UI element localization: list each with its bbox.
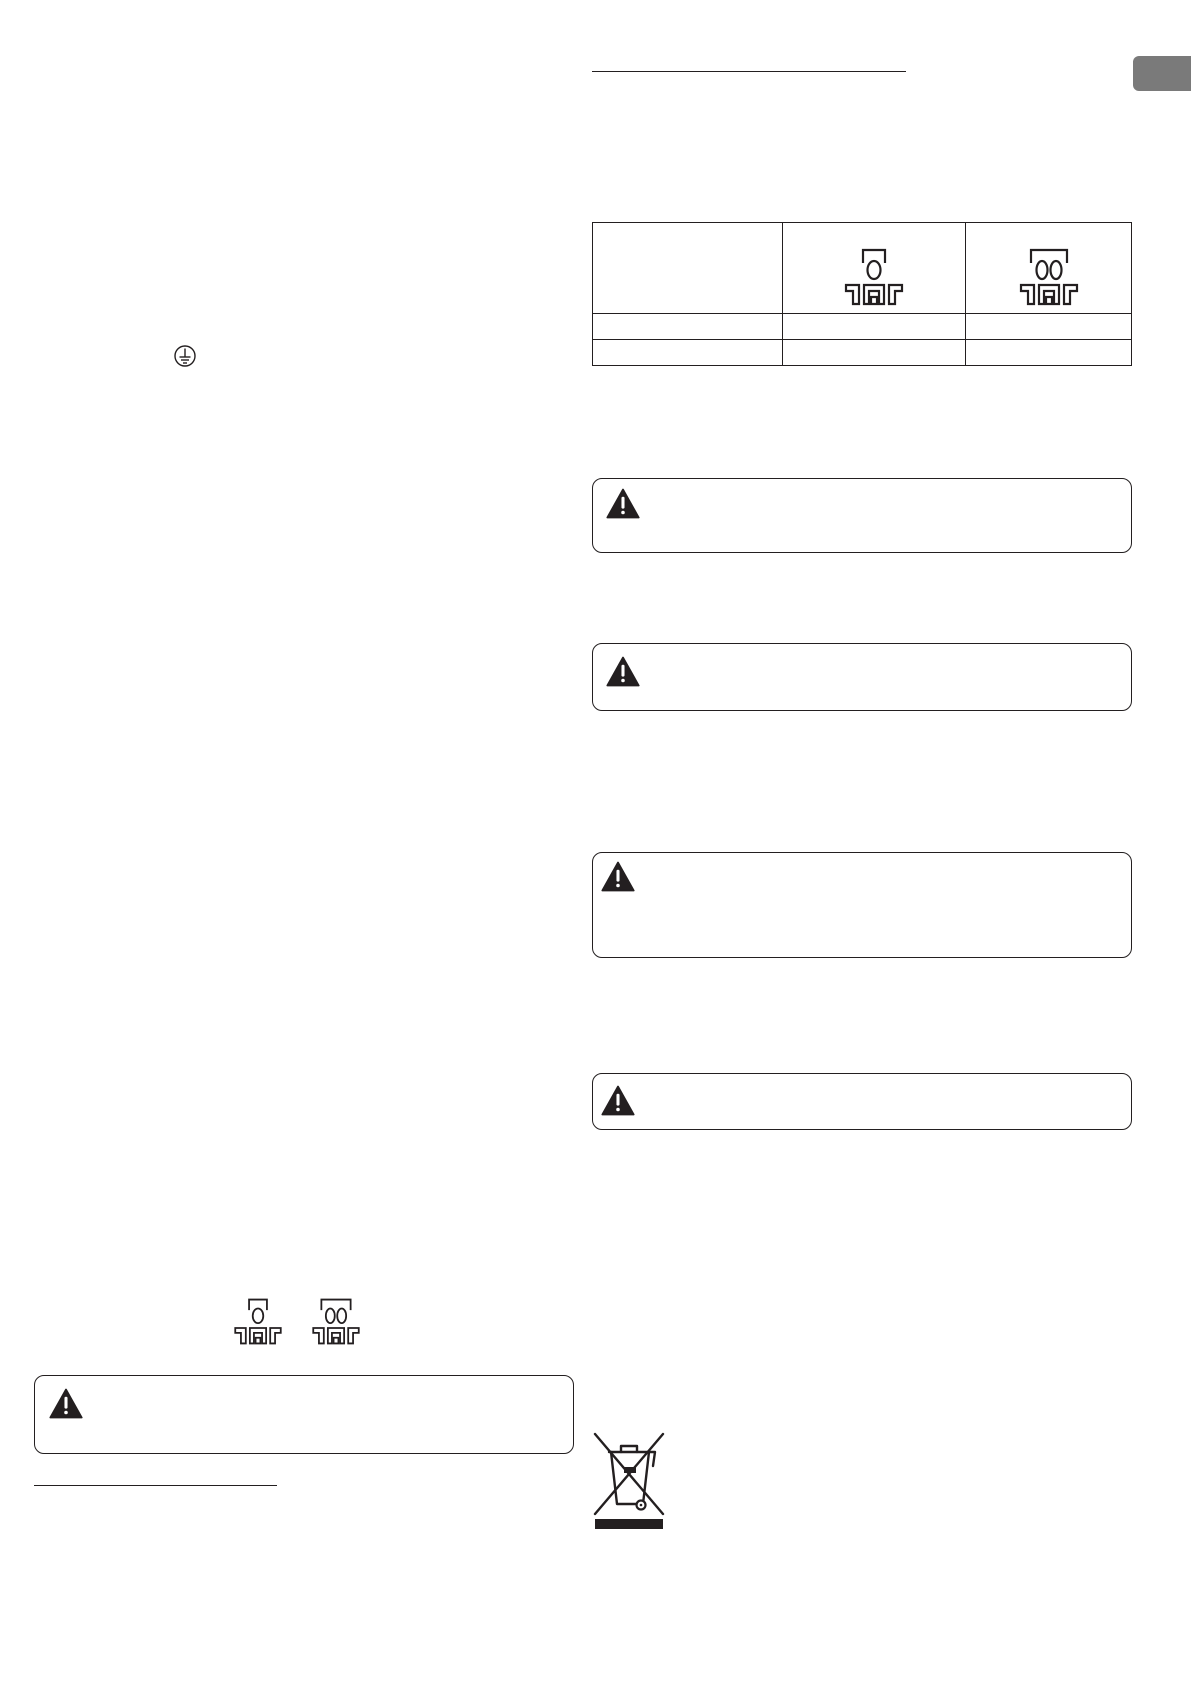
table-header-cell xyxy=(783,223,966,314)
warning-box xyxy=(34,1375,574,1454)
table-cell xyxy=(593,340,783,366)
section-thumb-tab xyxy=(1133,56,1191,91)
table-row xyxy=(593,314,1132,340)
table-header-cell xyxy=(593,223,783,314)
section-heading-underline xyxy=(34,1485,277,1486)
warning-triangle-icon xyxy=(606,488,640,519)
section-heading-underline xyxy=(592,71,906,72)
table-cell xyxy=(593,314,783,340)
double-burner-hob-icon xyxy=(310,1297,362,1351)
table-header-cell xyxy=(966,223,1132,314)
double-burner-hob-icon xyxy=(1017,247,1081,307)
crossed-out-wheelie-bin-icon xyxy=(591,1430,667,1535)
warning-box xyxy=(592,643,1132,711)
table-cell xyxy=(966,340,1132,366)
warning-box xyxy=(592,1073,1132,1130)
protective-earth-icon xyxy=(174,345,196,372)
table-cell xyxy=(966,314,1132,340)
warning-box xyxy=(592,478,1132,553)
warning-box xyxy=(592,852,1132,958)
table-cell xyxy=(783,340,966,366)
warning-triangle-icon xyxy=(606,656,640,687)
hob-spec-table xyxy=(592,222,1132,366)
warning-triangle-icon xyxy=(601,1085,635,1116)
single-burner-hob-icon xyxy=(842,247,906,307)
warning-triangle-icon xyxy=(49,1388,83,1419)
table-header-row xyxy=(593,223,1132,314)
single-burner-hob-icon xyxy=(232,1297,284,1351)
table-cell xyxy=(783,314,966,340)
warning-triangle-icon xyxy=(601,861,635,892)
table-row xyxy=(593,340,1132,366)
